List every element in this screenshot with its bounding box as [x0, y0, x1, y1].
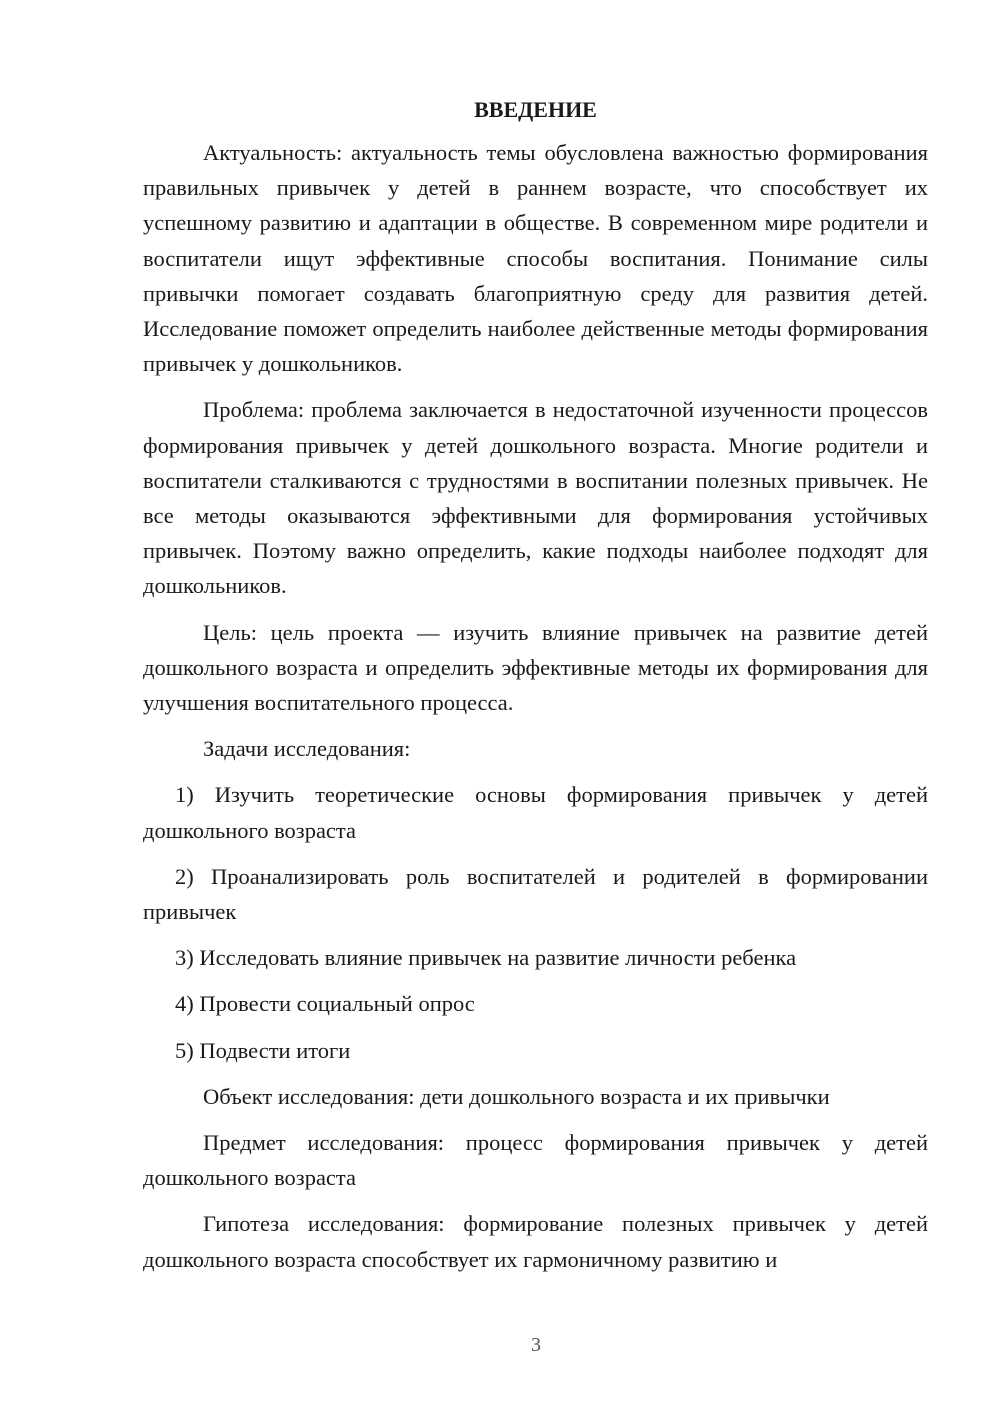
page-content [143, 93, 928, 1288]
task-item-2: 2) Проанализировать роль воспитателей и родителей в формировании привычек [143, 863, 928, 925]
paragraph-problem: Проблема: проблема заключается в недостаточной изученности процессов формирования привычек у детей дошкольного возраста. Многие родители и воспитатели сталкиваются с трудностями в воспитании полезных привычек. Не все методы оказываются эффективными для формирования устойчивых привычек. Поэтому важно определить, какие подходы наиболее подходят для дошкольников. [143, 397, 928, 599]
paragraph-hypothesis: Гипотеза исследования: формирование полезных привычек у детей дошкольного возраста способствует их гармоничному развитию и [143, 1211, 928, 1272]
paragraph-actuality: Актуальность: актуальность темы обусловлена важностью формирования правильных привычек у детей в раннем возрасте, что способствует их успешному развитию и адаптации в обществе. В современном мире родители и воспитатели ищут эффективные способы воспитания. Понимание силы привычки помогает создавать благоприятную среду для развития детей. Исследование поможет определить наиболее действенные методы формирования привычек у дошкольников. [143, 140, 928, 377]
page-number: 3 [531, 1334, 541, 1356]
paragraph-subject: Предмет исследования: процесс формирования привычек у детей дошкольного возраста [143, 1130, 928, 1191]
task-item-4: 4) Провести социальный опрос [175, 991, 475, 1017]
page-title: ВВЕДЕНИЕ [474, 97, 597, 122]
paragraph-object: Объект исследования: дети дошкольного возраста и их привычки [203, 1083, 830, 1109]
paragraph-goal: Цель: цель проекта — изучить влияние привычек на развитие детей дошкольного возраста и определить эффективные методы их формирования для улучшения воспитательного процесса. [143, 619, 928, 716]
task-item-1: 1) Изучить теоретические основы формирования привычек у детей дошкольного возраста [143, 782, 928, 843]
task-item-5: 5) Подвести итоги [175, 1037, 351, 1063]
task-item-3: 3) Исследовать влияние привычек на развитие личности ребенка [175, 945, 797, 971]
tasks-heading: Задачи исследования: [203, 736, 411, 762]
